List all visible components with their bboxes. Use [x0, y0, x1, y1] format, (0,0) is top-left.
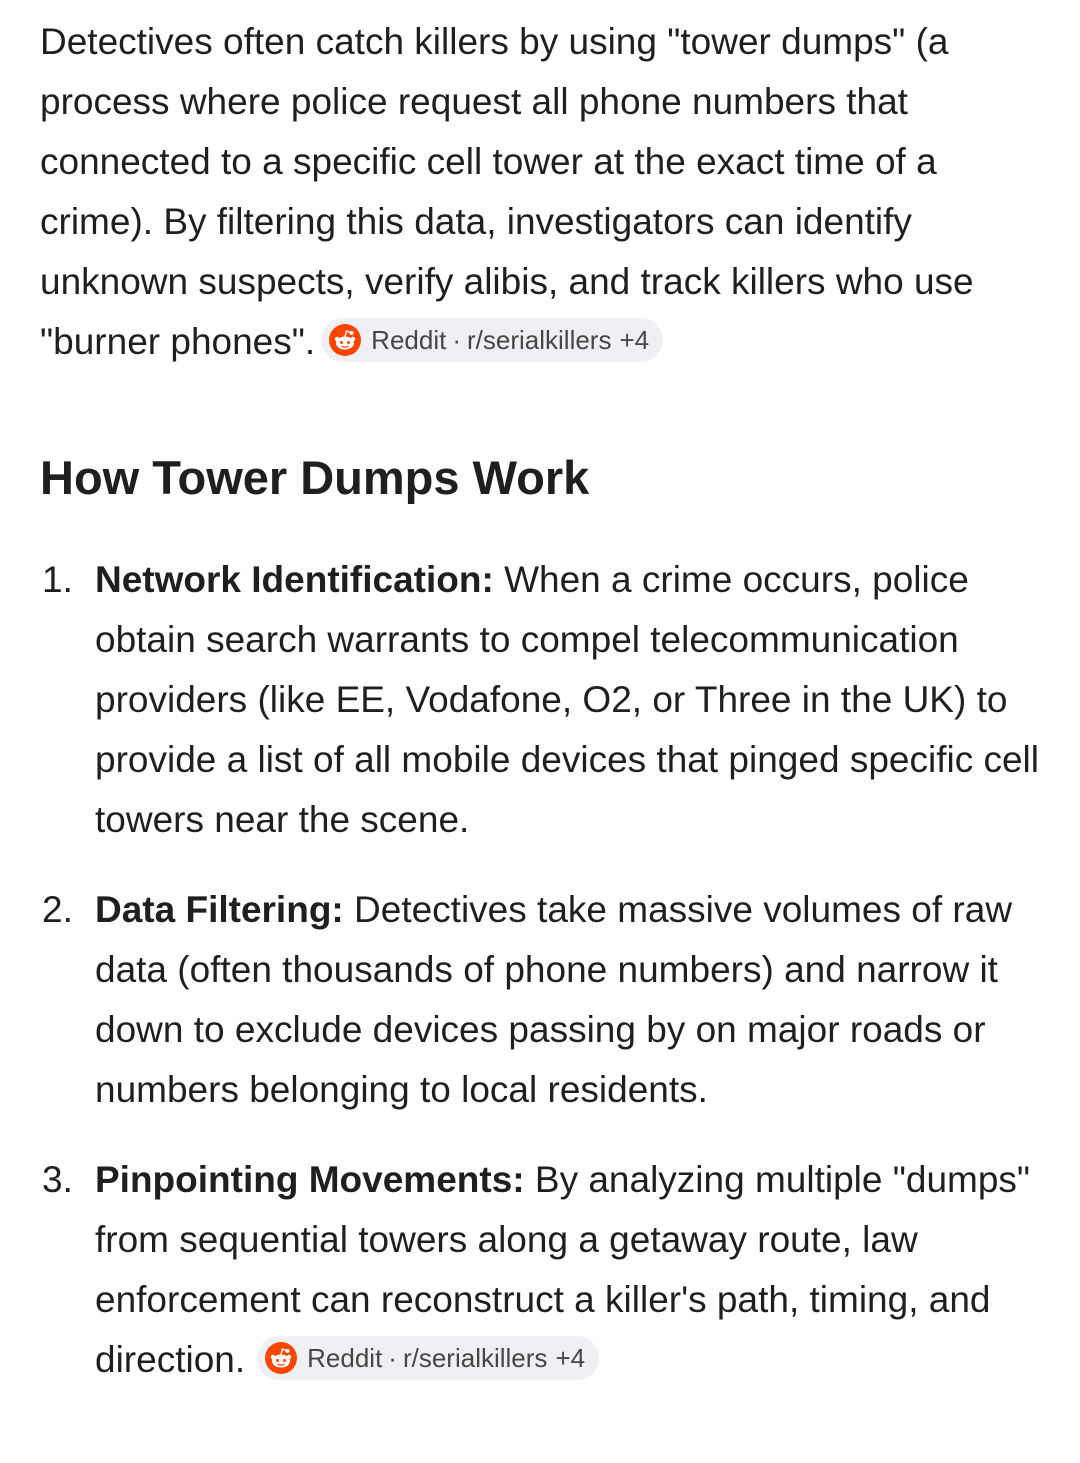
source-chip[interactable] — [321, 318, 663, 362]
list-item-title: Network Identification: — [95, 559, 494, 600]
list-item — [40, 880, 1040, 1120]
reddit-icon — [329, 324, 361, 356]
list-item — [40, 550, 1040, 850]
list-item-number: 3. — [42, 1159, 73, 1200]
source-chip[interactable] — [257, 1336, 599, 1380]
intro-paragraph — [40, 12, 1040, 372]
steps-list — [40, 550, 1040, 1390]
list-item-body: When a crime occurs, police obtain search warrants to compel telecommunication providers (like EE, Vodafone, O2, or Three in the UK) to provide a list of all mobile devices that pinged specific cell towers near the scene. — [95, 559, 1039, 840]
chip-separator: · — [388, 1343, 397, 1374]
chip-separator: · — [452, 325, 461, 356]
chip-site: Reddit — [307, 1343, 383, 1374]
list-item-body: Detectives take massive volumes of raw data (often thousands of phone numbers) and narrow it down to exclude devices passing by on major roads or numbers belonging to local residents. — [95, 889, 1013, 1110]
section-heading: How Tower Dumps Work — [40, 451, 590, 504]
chip-more-count: +4 — [555, 1343, 586, 1374]
list-item-title: Pinpointing Movements: — [95, 1159, 525, 1200]
list-item-number: 1. — [42, 559, 73, 600]
list-item — [40, 1150, 1040, 1390]
intro-text: Detectives often catch killers by using "tower dumps" (a process where police request all phone numbers that connected to a specific cell tower at the exact time of a crime). By filtering this data, investigators can identify unknown suspects, verify alibis, and track killers who use "burner phones". — [40, 21, 974, 362]
chip-community: r/serialkillers — [402, 1343, 548, 1374]
list-item-title: Data Filtering: — [95, 889, 344, 930]
chip-community: r/serialkillers — [467, 325, 612, 356]
list-item-number: 2. — [42, 889, 73, 930]
chip-site: Reddit — [371, 325, 447, 356]
reddit-icon — [265, 1342, 297, 1374]
list-item-body: By analyzing multiple "dumps" from sequential towers along a getaway route, law enforcement can reconstruct a killer's path, timing, and direction. — [95, 1159, 1031, 1380]
chip-more-count: +4 — [619, 325, 650, 356]
